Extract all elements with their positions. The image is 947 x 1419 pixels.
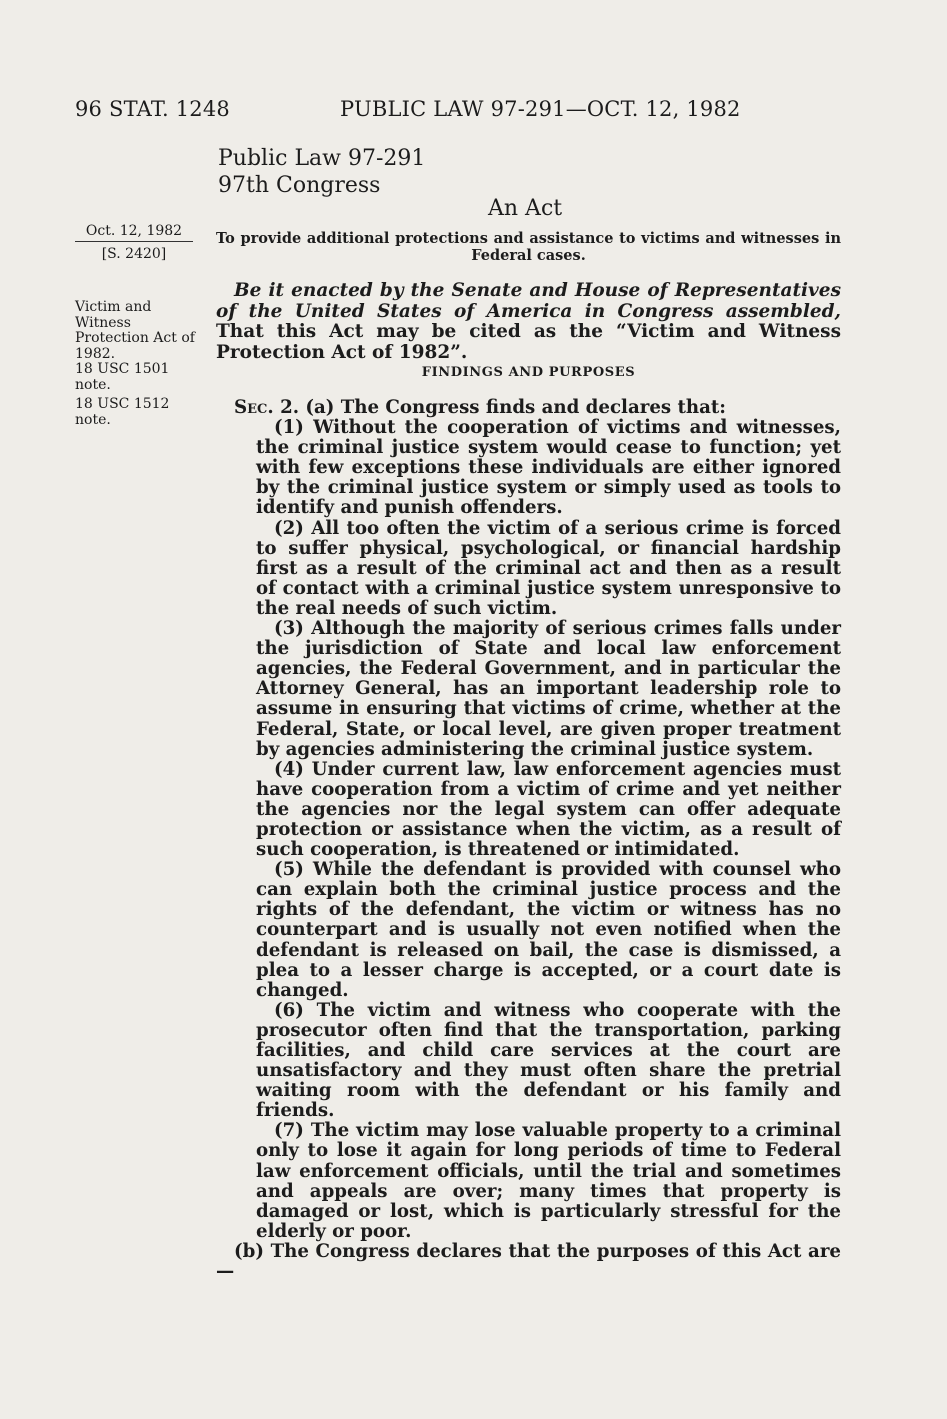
act-purpose: To provide additional protections and assistance to victims and witnesses in Federal cases.	[216, 230, 841, 264]
law-number: Public Law 97-291	[218, 146, 426, 171]
margin-note-line: note.	[75, 411, 111, 428]
margin-note-line: 1982.	[75, 345, 116, 362]
margin-note-line: 18 USC 1501	[75, 361, 170, 377]
margin-note-line: 18 USC 1512	[75, 396, 170, 412]
enacting-clause	[216, 281, 841, 363]
margin-notes	[75, 300, 215, 428]
margin-note-line: Witness	[75, 314, 131, 331]
finding-paragraph: (5) While the defendant is provided with counsel who can explain both the criminal justice process and the rights of the defendant, the victim or witness has no counterpart and is usually not even notified when the defendant is released on bail, the case is dismissed, a plea to a lesser charge is accepted, or a court date is changed.	[256, 859, 841, 1001]
finding-paragraph: (4) Under current law, law enforcement agencies must have cooperation from a victim of crime and yet neither the agencies nor the legal system can offer adequate protection or assistance when the victim, as a result of such cooperation, is threatened or intimidated.	[256, 758, 841, 861]
margin-note-line: Protection Act of	[75, 330, 195, 346]
section-heading: FINDINGS AND PURPOSES	[421, 365, 636, 380]
enacting-formula: Be it enacted by the Senate and House of Representatives of the United States of America in Congress assembled,	[216, 280, 841, 322]
enactment-date: Oct. 12, 1982	[75, 223, 193, 242]
running-head: PUBLIC LAW 97-291—OCT. 12, 1982	[340, 97, 741, 121]
margin-note-line: note.	[75, 376, 111, 393]
subsection-b: (b) The Congress declares that the purposes of this Act are—	[216, 1240, 841, 1283]
margin-note-line: Victim and	[75, 299, 152, 315]
act-title: An Act	[488, 196, 563, 221]
section-label: Sec.	[234, 397, 274, 418]
finding-paragraph: (1) Without the cooperation of victims and witnesses, the criminal justice system would cease to function; yet with few exceptions these individuals are either ignored by the criminal justice system or simply used as tools to identify and punish offenders.	[256, 417, 841, 519]
finding-paragraph: (3) Although the majority of serious crimes falls under the jurisdiction of State and local law enforcement agencies, the Federal Government, and in particular the Attorney General, has an important leadership role to assume in ensuring that victims of crime, whether at the Federal, State, or local level, are given proper treatment by agencies administering the criminal justice system.	[256, 618, 841, 760]
section-intro-text: 2. (a) The Congress finds and declares that:	[273, 397, 726, 418]
finding-paragraph: (7) The victim may lose valuable property to a criminal only to lose it again for long periods of time to Federal law enforcement officials, until the trial and sometimes and appeals are over; many times that property is damaged or lost, which is particularly stressful for the elderly or poor.	[256, 1120, 841, 1242]
statute-page-number: 96 STAT. 1248	[75, 97, 230, 121]
short-title-clause: That this Act may be cited as the “Victim and Witness Protection Act of 1982”.	[216, 321, 841, 363]
bill-number: [S. 2420]	[101, 246, 167, 262]
finding-paragraph: (6) The victim and witness who cooperate with the prosecutor often find that the transportation, parking facilities, and child care services at the court are unsatisfactory and they must often share the pretrial waiting room with the defendant or his family and friends.	[256, 999, 841, 1122]
finding-paragraph: (2) All too often the victim of a serious crime is forced to suffer physical, psychological, or financial hardship first as a result of the criminal act and then as a result of contact with a criminal justice system unresponsive to the real needs of such victim.	[256, 517, 841, 619]
congress-label: 97th Congress	[218, 173, 381, 198]
section-body	[216, 398, 841, 1282]
section-intro	[216, 398, 841, 418]
